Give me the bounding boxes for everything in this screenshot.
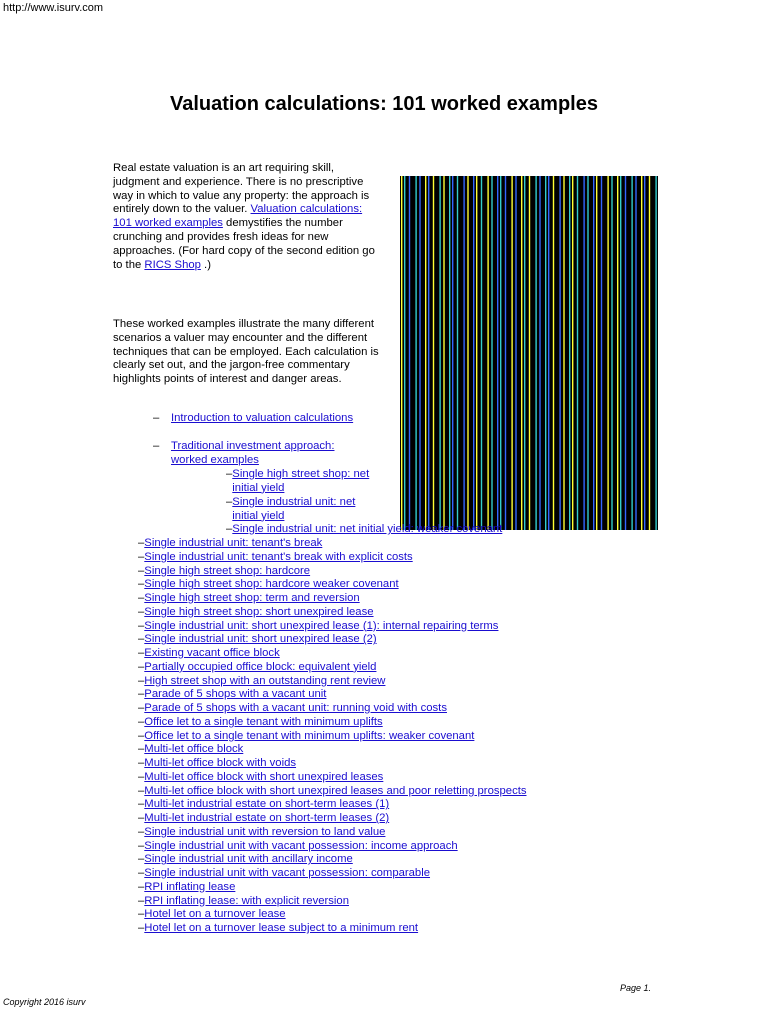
stripe	[649, 176, 650, 530]
page-number: Page 1.	[620, 983, 652, 993]
toc-link[interactable]: Single industrial unit: net initial yield: weaker covenant	[232, 523, 503, 535]
list-dash: –	[138, 784, 145, 797]
list-dash: –	[138, 605, 145, 618]
book-link[interactable]: Valuation calculations: 101 worked examples	[113, 203, 363, 230]
toc-level3-item	[138, 895, 349, 909]
stripe	[607, 176, 608, 530]
toc-link[interactable]: Single high street shop: net initial yield	[232, 468, 370, 494]
stripe	[476, 176, 477, 530]
list-dash: –	[138, 592, 145, 604]
toc-level3-item	[138, 551, 413, 565]
toc-level3-item	[138, 661, 376, 675]
description-paragraph: These worked examples illustrate the many different scenarios a valuer may encounter and the different techniques that can be employed. Each calculation is clearly set out, and the jargon-free commentary highlights points of interest and danger areas.	[113, 318, 379, 386]
stripe	[539, 176, 540, 530]
stripe	[404, 176, 405, 530]
toc-link[interactable]: Single industrial unit: net initial yield	[232, 496, 356, 522]
stripe	[559, 176, 560, 530]
list-dash: –	[138, 922, 145, 934]
toc-link[interactable]: Partially occupied office block: equivalent yield	[144, 660, 377, 673]
list-dash: –	[138, 757, 145, 769]
stripe	[521, 176, 522, 530]
list-dash: –	[226, 496, 233, 508]
stripe	[443, 176, 444, 530]
list-dash: –	[138, 550, 145, 563]
stripe	[481, 176, 482, 530]
stripe	[625, 176, 626, 530]
stripe	[617, 176, 618, 530]
stripe	[428, 176, 429, 530]
toc-link[interactable]: Single industrial unit: tenant's break with explicit costs	[144, 550, 413, 563]
stripe	[593, 176, 594, 530]
stripe	[535, 176, 536, 530]
stripe	[620, 176, 621, 530]
stripe	[515, 176, 516, 530]
list-dash: –	[138, 880, 145, 893]
toc-link[interactable]: Single high street shop: hardcore weaker covenant	[144, 578, 399, 591]
toc-link[interactable]: Single industrial unit with vacant possession: income approach	[144, 839, 458, 852]
stripe	[467, 176, 468, 530]
list-dash: –	[138, 825, 145, 838]
stripe	[635, 176, 636, 530]
toc-level3-item	[138, 620, 498, 634]
stripe	[487, 176, 488, 530]
toc-link[interactable]: Multi-let office block	[144, 743, 244, 756]
toc-level2-item	[226, 468, 382, 496]
toc-link[interactable]: Single industrial unit with vacant possession: comparable	[144, 867, 431, 879]
toc-level3-item	[138, 798, 389, 812]
toc-level2-item	[226, 523, 562, 537]
toc-link[interactable]: Multi-let office block with short unexpired leases	[144, 770, 384, 783]
list-dash: –	[138, 729, 145, 742]
stripe	[548, 176, 549, 530]
toc-link[interactable]: Multi-let office block with short unexpired leases and poor reletting prospects	[144, 784, 527, 797]
stripe	[473, 176, 474, 530]
stripe	[439, 176, 440, 530]
list-dash: –	[226, 468, 233, 480]
toc-link[interactable]: Single high street shop: short unexpired lease	[144, 605, 374, 618]
toc-link[interactable]: Office let to a single tenant with minimum uplifts: weaker covenant	[144, 729, 475, 742]
list-dash: –	[138, 702, 145, 714]
stripe	[563, 176, 564, 530]
toc-level3-item	[138, 675, 385, 689]
toc-link[interactable]: RPI inflating lease: with explicit reversion	[144, 894, 349, 907]
toc-link[interactable]: Hotel let on a turnover lease	[144, 908, 286, 921]
toc-link[interactable]: Parade of 5 shops with a vacant unit	[144, 688, 327, 701]
toc-link[interactable]: Traditional investment approach: worked examples	[171, 440, 335, 466]
stripe	[631, 176, 632, 530]
toc-link[interactable]: Single industrial unit with reversion to land value	[144, 825, 386, 838]
toc-link[interactable]: Single industrial unit: short unexpired lease (1): internal repairing terms	[144, 619, 499, 632]
stripe	[545, 176, 546, 530]
stripe	[457, 176, 458, 530]
intro-text-1: Real estate valuation is an art requiring skill, judgment and experience. There is no prescriptive way in which to value any property: the approach is entirely down to the valuer.	[113, 162, 370, 216]
stripe	[587, 176, 588, 530]
copyright: Copyright 2016 isurv	[3, 997, 86, 1007]
list-dash: –	[138, 908, 145, 921]
list-dash: –	[138, 715, 145, 728]
toc-level3-item	[138, 592, 360, 606]
source-url: http://www.isurv.com	[3, 2, 104, 14]
list-dash: –	[138, 743, 145, 756]
list-dash: –	[138, 839, 145, 852]
toc-level3-item	[138, 606, 374, 620]
toc-level3-item	[138, 743, 243, 757]
stripe	[415, 176, 416, 530]
toc-level3-item	[138, 785, 527, 799]
list-dash: –	[226, 523, 233, 535]
list-dash: –	[153, 440, 160, 452]
toc-level3-item	[138, 702, 447, 716]
list-dash: –	[138, 660, 145, 673]
intro-text-2: demystifies the number crunching and provides fresh ideas for new approaches. (For hard copy of the second edition go to the	[113, 217, 375, 271]
toc-level3-item	[138, 537, 322, 551]
stripe	[641, 176, 642, 530]
toc-link[interactable]: Multi-let industrial estate on short-term leases (1)	[144, 798, 390, 811]
list-dash: –	[138, 647, 145, 659]
stripe	[452, 176, 453, 530]
toc-link[interactable]: Single industrial unit: short unexpired lease (2)	[144, 633, 377, 646]
stripe	[491, 176, 492, 530]
toc-link[interactable]: Single industrial unit: tenant's break	[144, 537, 323, 549]
toc-link[interactable]: Multi-let office block with voids	[144, 757, 297, 769]
toc-level3-item	[138, 881, 235, 895]
toc-level3-item	[138, 812, 389, 826]
stripe	[572, 176, 573, 530]
toc-level3-item	[138, 578, 399, 592]
list-dash: –	[138, 633, 145, 646]
toc-level1-item	[153, 412, 401, 426]
toc-level3-item	[138, 688, 326, 702]
list-dash: –	[138, 619, 145, 632]
toc-level3-item	[138, 771, 383, 785]
toc-level3-item	[138, 853, 353, 867]
stripe	[409, 176, 410, 530]
toc-link[interactable]: Multi-let industrial estate on short-term leases (2)	[144, 812, 390, 824]
stripe	[596, 176, 597, 530]
list-dash: –	[138, 578, 145, 591]
stripe	[425, 176, 426, 530]
toc-level3-item	[138, 757, 296, 771]
stripe	[529, 176, 530, 530]
stripe	[577, 176, 578, 530]
toc-link[interactable]: High street shop with an outstanding rent review	[144, 674, 386, 687]
stripe	[419, 176, 420, 530]
toc-level3-item	[138, 565, 310, 579]
toc-link[interactable]: Parade of 5 shops with a vacant unit: running void with costs	[144, 702, 447, 714]
intro-text-3: .)	[200, 258, 211, 271]
toc-level3-item	[138, 908, 286, 922]
toc-link[interactable]: RPI inflating lease	[144, 880, 236, 893]
list-dash: –	[138, 564, 145, 577]
stripe	[583, 176, 584, 530]
stripe	[511, 176, 512, 530]
toc-link[interactable]: Single high street shop: hardcore	[144, 564, 311, 577]
toc-level3-item	[138, 716, 383, 730]
toc-link[interactable]: Office let to a single tenant with minimum uplifts	[144, 715, 383, 728]
stripe	[449, 176, 450, 530]
list-dash: –	[138, 894, 145, 907]
rics-shop-link[interactable]: RICS Shop	[144, 258, 201, 271]
toc-link[interactable]: Hotel let on a turnover lease subject to a minimum rent	[144, 922, 419, 934]
list-dash: –	[153, 412, 160, 424]
list-dash: –	[138, 537, 145, 549]
stripe	[497, 176, 498, 530]
toc-link[interactable]: Introduction to valuation calculations	[171, 412, 354, 424]
list-dash: –	[138, 770, 145, 783]
toc-level3-item	[138, 922, 418, 936]
list-dash: –	[138, 674, 145, 687]
page-title: Valuation calculations: 101 worked examples	[170, 93, 598, 115]
striped-image	[400, 176, 658, 530]
stripe	[611, 176, 612, 530]
list-dash: –	[138, 798, 145, 811]
list-dash: –	[138, 853, 145, 866]
list-dash: –	[138, 812, 145, 824]
intro-paragraph	[113, 162, 381, 272]
stripe	[505, 176, 506, 530]
stripe	[500, 176, 501, 530]
toc-level1-item	[153, 440, 371, 468]
toc-level3-item	[138, 647, 280, 661]
toc-link[interactable]: Single industrial unit with ancillary income	[144, 853, 353, 866]
stripe	[644, 176, 645, 530]
stripe	[401, 176, 402, 530]
list-dash: –	[138, 688, 145, 701]
stripe	[655, 176, 656, 530]
toc-level3-item	[138, 633, 377, 647]
stripe	[569, 176, 570, 530]
toc-level3-item	[138, 826, 385, 840]
stripe	[433, 176, 434, 530]
toc-link[interactable]: Existing vacant office block	[144, 647, 280, 659]
list-dash: –	[138, 867, 145, 879]
stripe	[524, 176, 525, 530]
toc-level2-item	[226, 496, 382, 524]
toc-level3-item	[138, 867, 430, 881]
toc-level3-item	[138, 730, 474, 744]
stripe	[601, 176, 602, 530]
stripe	[553, 176, 554, 530]
toc-level3-item	[138, 840, 458, 854]
toc-link[interactable]: Single high street shop: term and reversion	[144, 592, 360, 604]
stripe	[463, 176, 464, 530]
